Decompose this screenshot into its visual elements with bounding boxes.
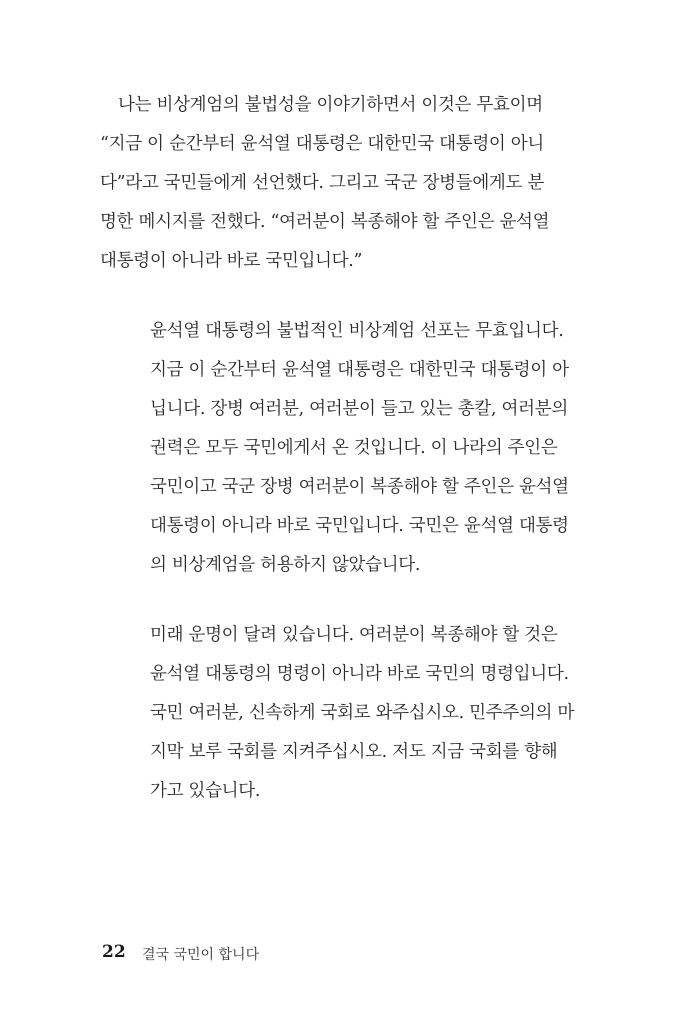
text-line: 다”라고 국민들에게 선언했다. 그리고 국군 장병들에게도 분 <box>100 173 545 193</box>
text-line: 나는 비상계엄의 불법성을 이야기하면서 이것은 무효이며 <box>118 95 543 115</box>
text-line: 윤석열 대통령의 명령이 아니라 바로 국민의 명령입니다. <box>150 664 569 684</box>
text-line: 지금 이 순간부터 윤석열 대통령은 대한민국 대통령이 아 <box>150 360 569 380</box>
text-line: 명한 메시지를 전했다. “여러분이 복종해야 할 주인은 윤석열 <box>100 212 550 232</box>
text-line: 국민이고 국군 장병 여러분이 복종해야 할 주인은 윤석열 <box>150 477 569 497</box>
page-number: 22 <box>102 942 126 962</box>
text-line: 권력은 모두 국민에게서 온 것입니다. 이 나라의 주인은 <box>150 438 558 458</box>
text-line: 국민 여러분, 신속하게 국회로 와주십시오. 민주주의의 마 <box>150 703 575 723</box>
running-title: 결국 국민이 합니다 <box>142 947 260 963</box>
text-line: 윤석열 대통령의 불법적인 비상계엄 선포는 무효입니다. <box>150 321 564 341</box>
text-line: 미래 운명이 달려 있습니다. 여러분이 복종해야 할 것은 <box>150 625 558 645</box>
text-line: 지막 보루 국회를 지켜주십시오. 저도 지금 국회를 향해 <box>150 742 558 762</box>
text-line: 가고 있습니다. <box>150 781 261 801</box>
text-line: 의 비상계엄을 허용하지 않았습니다. <box>150 555 421 575</box>
text-line: 대통령이 아니라 바로 국민입니다. 국민은 윤석열 대통령 <box>150 516 569 536</box>
text-line: “지금 이 순간부터 윤석열 대통령은 대한민국 대통령이 아니 <box>100 134 545 154</box>
text-line: 대통령이 아니라 바로 국민입니다.” <box>100 251 363 271</box>
text-line: 닙니다. 장병 여러분, 여러분이 들고 있는 총칼, 여러분의 <box>150 399 568 419</box>
